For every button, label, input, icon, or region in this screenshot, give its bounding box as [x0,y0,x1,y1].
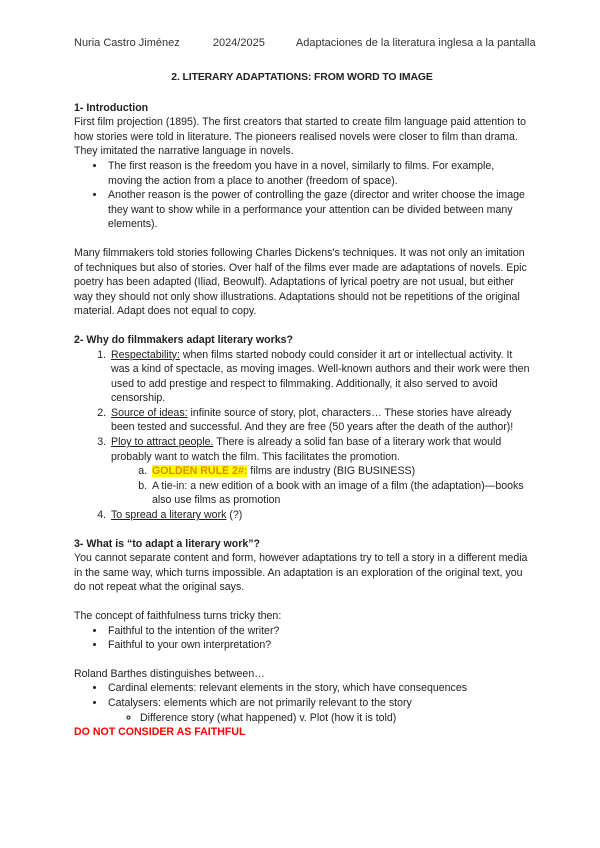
document-title: 2. LITERARY ADAPTATIONS: FROM WORD TO IMAGE [171,72,433,83]
list-item: • Cardinal elements: relevant elements in the story, which have consequences [106,681,530,696]
item-text: films are industry (BIG BUSINESS) [247,465,416,478]
list-item: ◦ Difference story (what happened) v. Plot (how it is told) [140,711,530,726]
section-2-heading: 2- Why do filmmakers adapt literary works? [74,333,294,346]
item-label: Source of ideas: [111,406,188,419]
item-text: (?) [226,509,243,522]
list-item [109,348,530,406]
list-item [109,406,530,435]
item-text: There is already a solid fan base of a literary work that would probably want to watch the film. This facilitates the promotion. [111,436,502,463]
item-text: when films started nobody could consider it art or intellectual activity. It was a kind of spectacle, as moving images. Well-known authors and their work were then used to add prestige and respect to filmmaking. Additionally, it also served to avoid censorship. [111,348,530,405]
section-3-paragraph-2: The concept of faithfulness turns tricky then: [74,610,282,622]
section-1-bullet-list [74,159,530,232]
item-label: Ploy to attract people. [111,436,214,449]
section-3-paragraph-1: You cannot separate content and form, however adaptations try to tell a story in a different media in the same way, which turns impossible. An adaptation is an exploration of the original text, you do not repeat what the original says. [74,552,528,594]
list-item: • Faithful to your own interpretation? [106,638,530,653]
section-3-heading: 3- What is “to adapt a literary work”? [74,537,261,550]
barthes-bullet-list [74,681,530,710]
list-item: b. A tie-in: a new edition of a book with an image of a film (the adaptation)—books also use films as promotion [150,479,530,508]
header-course: Adaptaciones de la literatura inglesa a la pantalla [295,37,536,49]
header-year: 2024/2025 [212,37,265,49]
page-header [74,36,534,50]
faithfulness-bullet-list [74,624,530,653]
section-1-paragraph-2: Many filmmakers told stories following Charles Dickens's techniques. It was not only an imitation of techniques but also of stories. Over half of the films ever made are adaptations of novels. Epic poetry has been adapted (Iliad, Beowulf). Adaptations of lyrical poetry are not usual, but either way they should not only show illustrations. Adaptations should not be repetitions of the original material. Adapt does not equal to copy. [74,246,527,318]
section-2-numbered-list [74,348,530,523]
list-item: • The first reason is the freedom you have in a novel, similarly to films. For example, moving the action from a place to another (freedom of space). [106,159,530,188]
barthes-sub-list [74,711,530,726]
sub-list [111,464,530,508]
warning-text: DO NOT CONSIDER AS FAITHFUL [74,726,246,739]
document-body [74,71,530,740]
item-label: To spread a literary work [111,509,227,522]
section-3-paragraph-3: Roland Barthes distinguishes between… [74,667,265,680]
list-item [109,508,530,523]
list-item: • Catalysers: elements which are not primarily relevant to the story [106,696,530,711]
list-item: • Faithful to the intention of the writer? [106,624,530,639]
item-label: Respectability: [111,348,180,361]
golden-rule-highlight: GOLDEN RULE 2#: [152,465,248,478]
section-1-paragraph-1: First film projection (1895). The first creators that started to create film language paid attention to how stories were told in literature. The pioneers realised novels were closer to film than drama. They imitated the narrative language in novels. [74,116,527,158]
list-item [150,464,530,479]
list-item: • Another reason is the power of controlling the gaze (director and writer choose the image they want to show while in a performance your attention can be divided between many elements). [106,188,530,232]
header-author: Nuria Castro Jiménez [74,37,180,49]
list-item [109,435,530,508]
item-text: infinite source of story, plot, characters… These stories have already been tested and successful. And they are free (50 years after the death of the author)! [111,406,514,434]
section-1-heading: 1- Introduction [74,101,149,114]
